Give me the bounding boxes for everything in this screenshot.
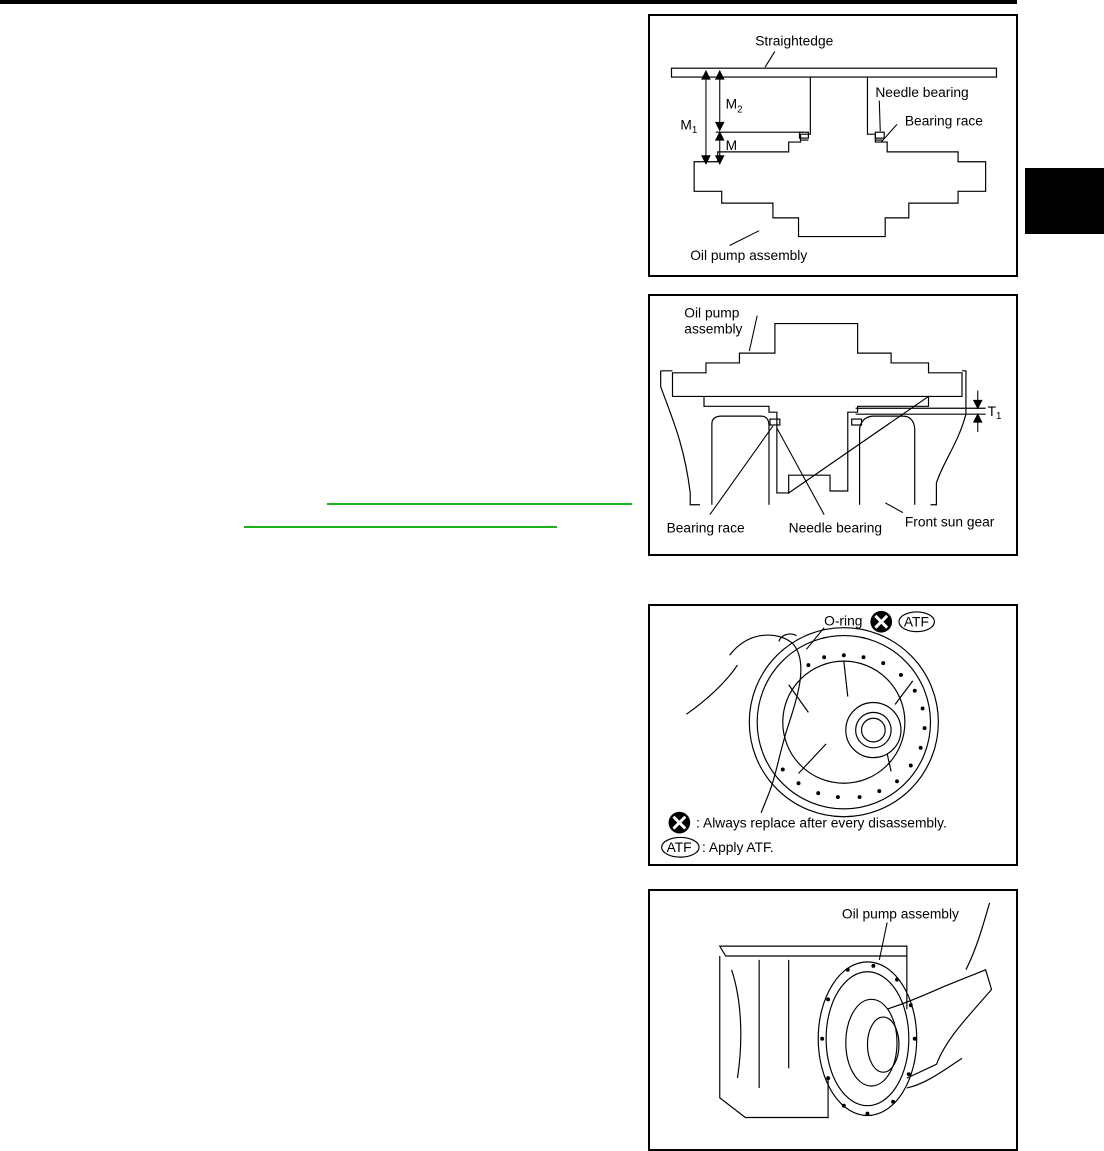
oil-pump-install-illustration	[650, 891, 1016, 1149]
pump-hub	[846, 703, 901, 758]
oil-pump-assembly-label: Oil pump assembly	[690, 248, 808, 264]
figure-front-sun-gear	[648, 294, 1018, 556]
legend-apply-text: : Apply ATF.	[702, 840, 774, 856]
oil-pump-label-line1: Oil pump	[684, 305, 740, 321]
front-sun-gear-label: Front sun gear	[904, 514, 995, 530]
figure-oil-pump-install	[648, 889, 1018, 1151]
reference-link-1[interactable]	[327, 503, 632, 505]
needle-bearing-label: Needle bearing	[875, 84, 969, 100]
legend-atf-badge	[662, 837, 699, 857]
m1-label: $M_1$	[680, 117, 698, 137]
needle-bearing-label: Needle bearing	[788, 520, 883, 536]
svg-text:ATF: ATF	[903, 614, 929, 630]
m2-label: $M_2$	[725, 96, 743, 116]
svg-text:ATF: ATF	[666, 840, 692, 856]
atf-badge	[899, 612, 934, 632]
front-sun-gear-diagram	[650, 296, 1016, 554]
figure-o-ring	[648, 604, 1018, 866]
case-flange	[720, 946, 907, 956]
oil-pump-measurement-diagram	[650, 16, 1016, 275]
oil-pump-hub	[867, 1017, 899, 1072]
bearing-race-label: Bearing race	[666, 520, 745, 536]
transmission-case	[720, 956, 907, 1117]
legend-replace-text: : Always replace after every disassembly.	[696, 815, 947, 831]
top-rule	[0, 0, 1017, 4]
bearing-race-label: Bearing race	[904, 113, 983, 129]
reference-link-2[interactable]	[244, 526, 557, 528]
o-ring-label: O-ring	[824, 613, 863, 629]
legend-replace-icon	[669, 812, 691, 834]
t1-label: $T_1$	[987, 404, 1002, 423]
section-tab	[1025, 168, 1104, 234]
m-label: M	[725, 137, 738, 153]
figure-oil-pump-measurement	[648, 14, 1018, 277]
oil-pump-assembly-label: Oil pump assembly	[841, 906, 959, 922]
replace-icon	[870, 611, 892, 633]
oil-pump-label-line2: assembly	[684, 321, 743, 337]
straightedge-label: Straightedge	[755, 33, 834, 49]
hand-outline	[730, 635, 801, 813]
oil-pump-outline	[694, 77, 985, 237]
o-ring-illustration	[650, 606, 1016, 864]
